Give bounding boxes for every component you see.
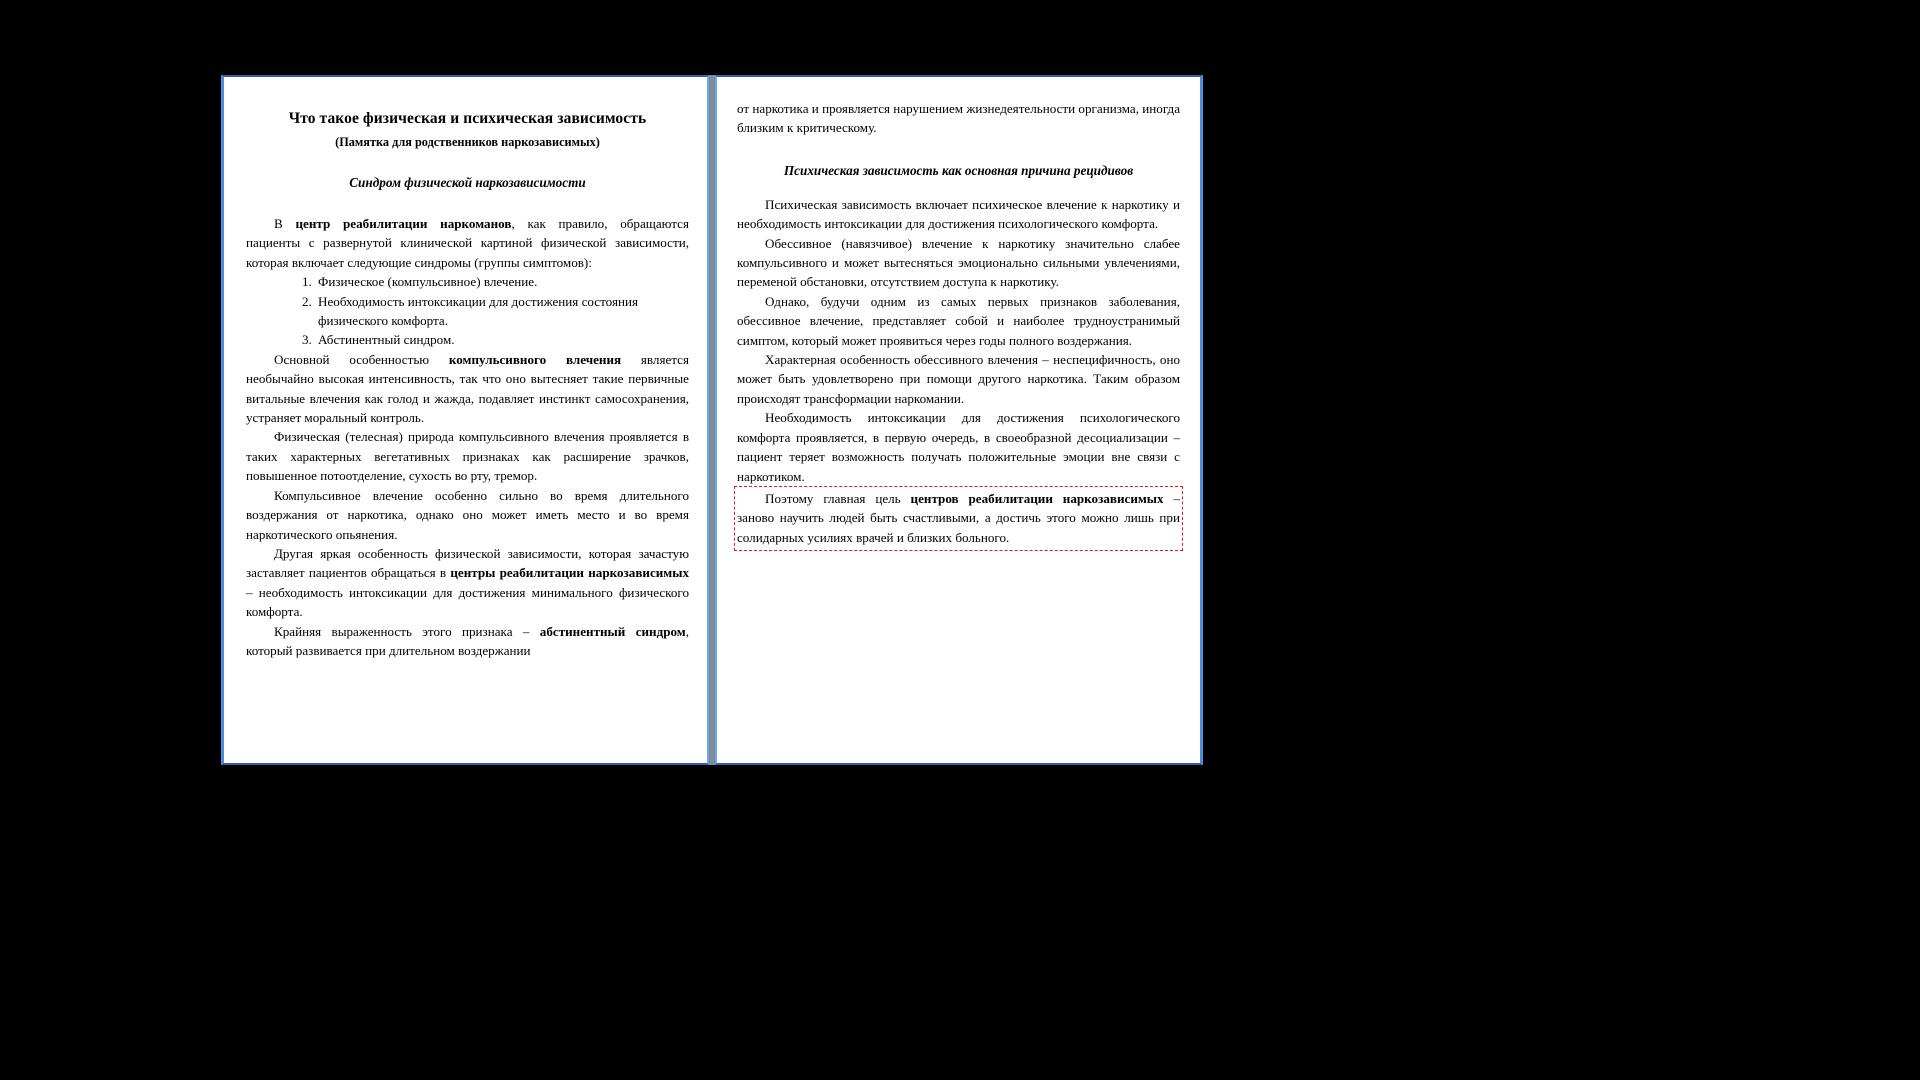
document-title: Что такое физическая и психическая зависимость <box>288 110 647 127</box>
paragraph-main-goal-text-b: – заново научить людей быть счастливыми, а достичь этого можно лишь при солидарных усилиях врачей и близких больного. <box>737 490 1180 545</box>
selected-text-highlight-box[interactable] <box>734 486 1183 551</box>
paragraph-continuation: от наркотика и проявляется нарушением жизнедеятельности организма, иногда близким к критическому. <box>737 101 1181 136</box>
symptom-list <box>246 272 689 350</box>
section-heading-psychological-dependence: Психическая зависимость как основная причина рецидивов <box>783 162 1134 178</box>
paragraph-compulsive-feature <box>246 350 689 428</box>
paragraph-physical-nature: Физическая (телесная) природа компульсивного влечения проявляется в таких характерных вегетативных признаках как расширение зрачков, повышенное потоотделение, сухость во рту, тремор. <box>246 429 689 484</box>
paragraph-withdrawal-bold: абстинентный синдром <box>539 623 686 639</box>
list-item: Физическое (компульсивное) влечение. <box>318 274 538 290</box>
document-spread <box>221 75 1203 765</box>
paragraph-another-bold: центры реабилитации наркозависимых <box>450 565 689 581</box>
paragraph-withdrawal <box>246 622 689 661</box>
paragraph-intro <box>246 214 689 272</box>
list-item: Необходимость интоксикации для достижения состояния физического комфорта. <box>318 293 639 329</box>
paragraph-compulsive-text-b: является необычайно высокая интенсивность, так что оно вытесняет такие первичные витальные влечения как голод и жажда, подавляет инстинкт самосохранения, устраняет моральный контроль. <box>246 351 689 426</box>
paragraph-main-goal <box>737 489 1180 547</box>
paragraph-another-text-b: – необходимость интоксикации для достижения минимального физического комфорта. <box>246 584 689 620</box>
paragraph-withdrawal-text-a: Крайняя выраженность этого признака – <box>274 623 540 639</box>
list-item: Абстинентный синдром. <box>318 332 455 348</box>
paragraph-withdrawal-text-b: , который развивается при длительном воздержании <box>246 623 689 658</box>
paragraph-main-goal-text-a: Поэтому главная цель <box>765 490 911 506</box>
document-subtitle: (Памятка для родственников наркозависимых) <box>335 135 600 149</box>
paragraph-main-goal-bold: центров реабилитации наркозависимых <box>910 490 1164 506</box>
paragraph-obsessive-craving: Обессивное (навязчивое) влечение к наркотику значительно слабее компульсивного и может вытесняться эмоционально сильными увлечениями, переменой обстановки, отсутствием доступа к наркотику. <box>737 235 1180 290</box>
paragraph-intro-text-b: , как правило, обращаются пациенты с развернутой клинической картиной физической зависимости, которая включает следующие синдромы (группы симптомов): <box>246 216 690 270</box>
document-page-left[interactable] <box>221 75 709 765</box>
paragraph-compulsive-strength: Компульсивное влечение особенно сильно во время длительного воздержания от наркотика, однако оно может иметь место и во время наркотического опьянения. <box>246 487 689 542</box>
page-right-content <box>737 99 1180 739</box>
paragraph-first-signs: Однако, будучи одним из самых первых признаков заболевания, обессивное влечение, представляет собой и наиболее трудноустранимый симптом, который может проявиться через годы полного воздержания. <box>737 293 1180 348</box>
paragraph-another-text-a: Другая яркая особенность физической зависимости, которая зачастую заставляет пациентов обращаться в <box>246 545 689 581</box>
document-page-right[interactable] <box>715 75 1203 765</box>
paragraph-desocialization: Необходимость интоксикации для достижения психологического комфорта проявляется, в первую очередь, в своеобразной десоциализации – пациент теряет возможность получать положительные эмоции вне связи с наркотиком. <box>737 410 1180 484</box>
page-left-content <box>246 99 689 739</box>
section-heading-physical-dependence: Синдром физической наркозависимости <box>349 175 586 190</box>
paragraph-psychological-dependence: Психическая зависимость включает психическое влечение к наркотику и необходимость интоксикации для достижения психологического комфорта. <box>737 196 1180 232</box>
paragraph-intro-text-a: В <box>274 216 296 231</box>
paragraph-compulsive-text-a: Основной особенностью <box>274 351 449 367</box>
paragraph-nonspecificity: Характерная особенность обессивного влечения – неспецифичность, оно может быть удовлетворено при помощи другого наркотика. Таким образом происходят трансформации наркомании. <box>737 352 1180 406</box>
paragraph-compulsive-bold: компульсивного влечения <box>448 351 622 367</box>
paragraph-intro-bold: центр реабилитации наркоманов <box>295 216 512 231</box>
paragraph-another-feature <box>246 544 689 622</box>
